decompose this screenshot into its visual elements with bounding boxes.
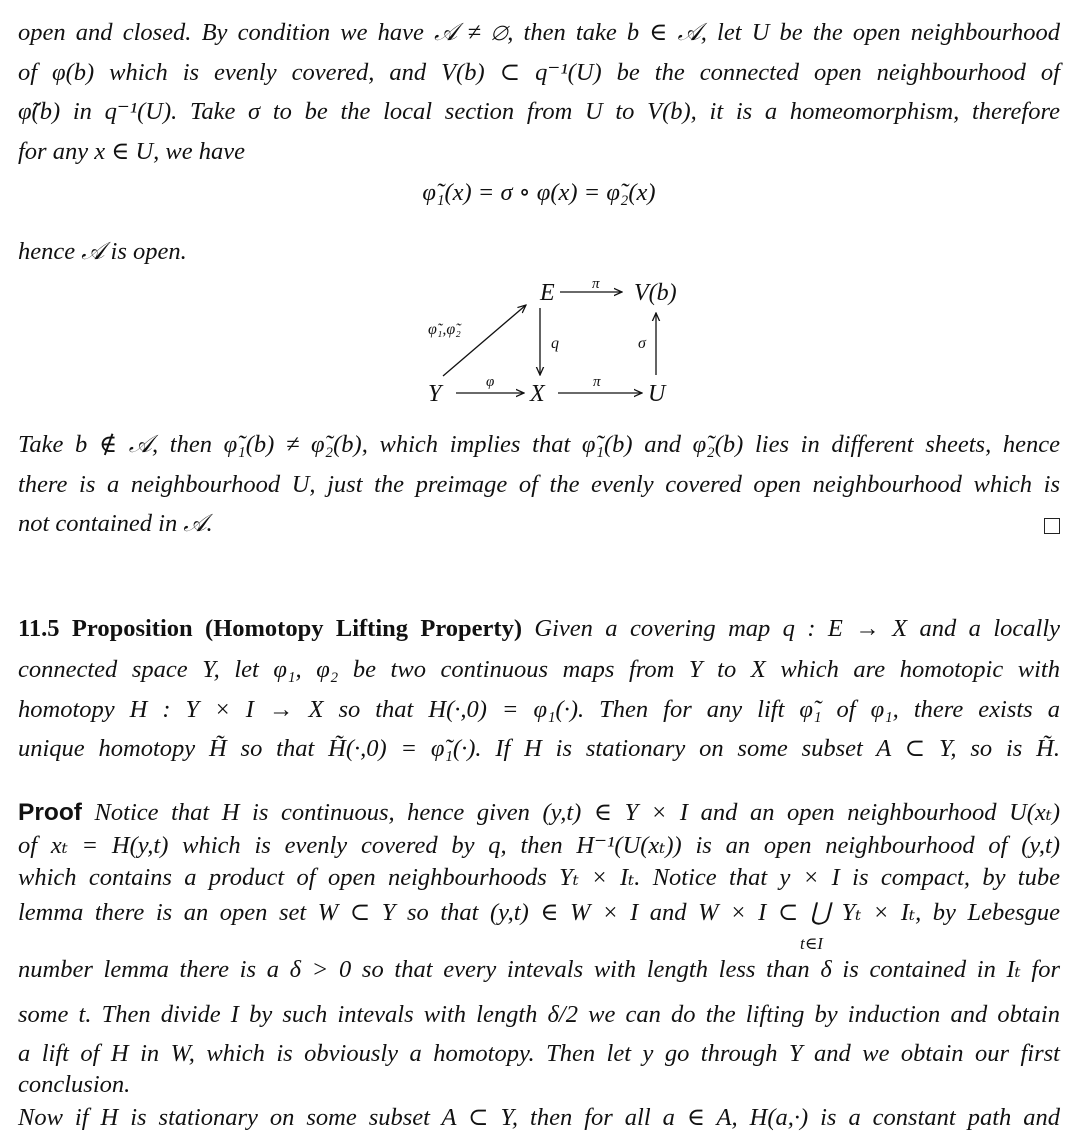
text-line: not contained in 𝒜. xyxy=(18,510,213,537)
proof-line: of xₜ = H(y,t) which is evenly covered by q, then H⁻¹(U(xₜ)) is an open neighbourhood of (y,t) xyxy=(18,832,1060,859)
text-line: for any x ∈ U, we have xyxy=(18,138,246,165)
arrow-Y-to-E-lifts xyxy=(443,305,526,376)
label-phi-lifts: φ̃₁,φ̃₂ xyxy=(428,321,461,338)
proof-line: Now if H is stationary on some subset A ⊂ Y, then for all a ∈ A, H(a,·) is a constant path and xyxy=(18,1104,1060,1131)
proof-line: conclusion. xyxy=(18,1071,131,1098)
proof-line: Proof Notice that H is continuous, hence given (y,t) ∈ Y × I and an open neighbourhood U(xₜ) xyxy=(18,799,1060,826)
proposition-line: unique homotopy H̃ so that H̃(·,0) = φ̃₁(·). If H is stationary on some subset A ⊂ Y, so is H̃. xyxy=(18,735,1060,762)
qed-box xyxy=(1044,518,1060,534)
text-line: Take b ∉ 𝒜, then φ̃₁(b) ≠ φ̃₂(b), which implies that φ̃₁(b) and φ̃₂(b) lies in different sheets, hence xyxy=(18,431,1060,458)
label-sigma: σ xyxy=(638,335,646,352)
proof-heading: Proof xyxy=(18,799,82,826)
proposition-line: 11.5 Proposition (Homotopy Lifting Property) Given a covering map q : E → X and a locally xyxy=(18,615,1061,642)
node-U: U xyxy=(648,381,666,407)
commutative-diagram xyxy=(398,268,718,418)
node-Vb: V(b) xyxy=(634,280,677,306)
proof-line: which contains a product of open neighbourhoods Yₜ × Iₜ. Notice that y × I is compact, by tube xyxy=(18,864,1060,891)
display-equation: φ̃₁(x) = σ ∘ φ(x) = φ̃₂(x) xyxy=(422,179,656,206)
proposition-heading: 11.5 Proposition (Homotopy Lifting Property) xyxy=(18,615,522,642)
label-pi-top: π xyxy=(592,276,600,292)
text-line: of φ(b) which is evenly covered, and V(b) ⊂ q⁻¹(U) be the connected open neighbourhood of xyxy=(18,59,1060,86)
label-pi-bottom: π xyxy=(593,374,601,390)
text-line: hence 𝒜 is open. xyxy=(18,238,187,265)
text-line: open and closed. By condition we have 𝒜 ≠ ∅, then take b ∈ 𝒜, let U be the open neighbourhood xyxy=(18,19,1060,46)
proposition-line: homotopy H : Y × I → X so that H(·,0) = φ₁(·). Then for any lift φ̃₁ of φ₁, there exists a xyxy=(18,696,1060,723)
text-line: φ̃(b) in q⁻¹(U). Take σ to be the local section from U to V(b), it is a homeomorphism, therefore xyxy=(18,98,1060,125)
node-X: X xyxy=(530,381,545,407)
label-q: q xyxy=(551,335,559,352)
node-Y: Y xyxy=(428,381,442,407)
node-E: E xyxy=(540,280,555,306)
proof-line: number lemma there is a δ > 0 so that every intevals with length less than δ is contained in Iₜ for xyxy=(18,956,1060,983)
label-phi: φ xyxy=(486,374,495,390)
text-line: there is a neighbourhood U, just the preimage of the evenly covered open neighbourhood which is xyxy=(18,471,1060,498)
proof-line: some t. Then divide I by such intevals with length δ/2 we can do the lifting by induction and obtain xyxy=(18,1001,1060,1028)
union-subscript: t∈I xyxy=(800,934,823,953)
proof-line: lemma there is an open set W ⊂ Y so that (y,t) ∈ W × I and W × I ⊂ ⋃ Yₜ × Iₜ, by Lebesgue xyxy=(18,899,1060,926)
proof-line: a lift of H in W, which is obviously a homotopy. Then let y go through Y and we obtain our first xyxy=(18,1040,1060,1067)
proposition-line: connected space Y, let φ₁, φ₂ be two continuous maps from Y to X which are homotopic with xyxy=(18,656,1060,683)
